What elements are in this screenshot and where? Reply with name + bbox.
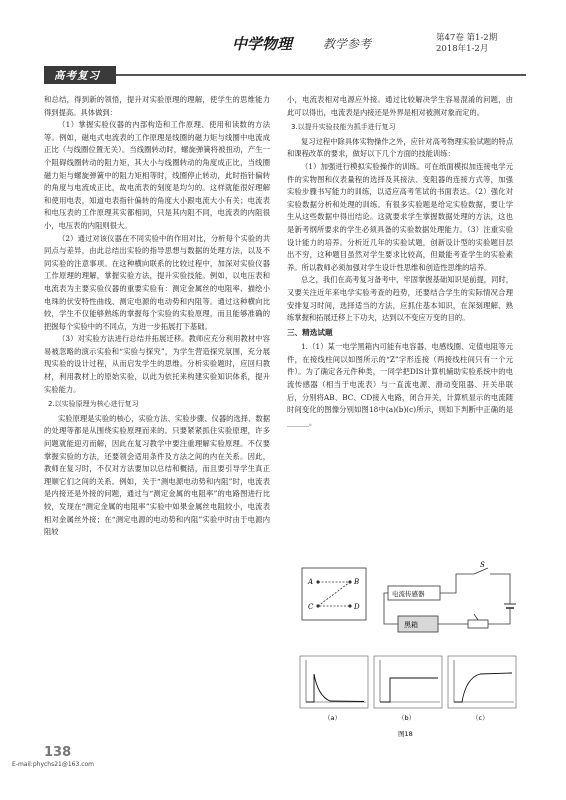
caption-c: （c） — [472, 714, 489, 722]
label-d: D — [354, 603, 360, 611]
blackbox-outline — [302, 568, 366, 620]
paragraph: 小，电流表相对电源应外接。通过比较解决学生容易混淆的问题，由此可以得出，电流表是内接还是外界是相对被测对象而定的。 — [287, 95, 513, 117]
issue-info — [436, 33, 497, 55]
section-tag — [44, 66, 116, 84]
figure-18 — [296, 560, 522, 750]
section-heading: 三、精选试题 — [287, 327, 333, 337]
rheostat-slider — [474, 614, 478, 620]
paragraph: 总之，我们在高考复习备考中，牢固掌握基础知识是前提，同时，又要关注近年来电学实验考查的趋势，还要结合学生的实际情况合理安排复习时间，选择适当的方法，应抓住基本知识，在深刻理解、熟练掌握和拓展迁移上下功夫，达到以不变应万变的目的。 — [287, 275, 513, 323]
label-a: A — [308, 578, 314, 586]
z-connection — [318, 582, 350, 606]
terminal-d — [348, 604, 351, 607]
figure-title: 图18 — [398, 730, 413, 738]
label-c: C — [308, 603, 314, 611]
terminal-b — [348, 580, 351, 583]
label-b: B — [354, 578, 360, 586]
subsection-heading: 2.以实验原理为核心进行复习 — [48, 400, 139, 409]
left-column — [44, 94, 270, 539]
terminal-c — [316, 604, 319, 607]
paragraph: （2）通过对该仪器在不同实验中的作用对比，分析每个实验的共同点与差异，由此总结出实验的指导思想与数据的处理方法，以及不同实验的注意事项。在这种横向联系的比较过程中，加深对实验仪器工作原理的理解，掌握实验方法，提升实验技能。例如，以电压表和电流表为主要实验仪器的重要实验有：测定金属丝的电阻率、描绘小电珠的伏安特性曲线、测定电源的电动势和内阻等。通过这种横向比较，学生不仅能够熟练的掌握每个实验的实验原理，而且能够准确的把握每个实验中的不同点，为进一步拓展打下基础。 — [44, 233, 270, 331]
journal-logo: 中学物理 — [232, 35, 293, 53]
section-label: 高考复习 — [54, 70, 100, 82]
page-number: 138 — [44, 745, 72, 760]
terminal-a — [316, 580, 319, 583]
issue-volume: 第47卷 第1-2期 — [436, 33, 498, 43]
issue-date: 2018年1-2月 — [436, 44, 489, 54]
paragraph: （3）对实验方法进行总结并拓展迁移。教师应充分利用教材中容易被忽略的演示实验和“实验与探究”，为学生营造探究氛围，充分展现实验的设计过程，从而启发学生的思维。分析实验题时，应回归教材，利用教材上的原始实验，以此为依托来构建实验知识体系，提升实验能力。 — [44, 334, 270, 394]
blackbox-label: 黑箱 — [404, 621, 418, 629]
graph-a-frame — [300, 656, 368, 708]
switch-label: S — [480, 561, 485, 569]
subsection-heading: 3.以提升实验技能为抓手进行复习 — [291, 123, 396, 132]
graph-b-frame — [374, 656, 442, 708]
caption-a: （a） — [324, 714, 341, 722]
journal-subtitle: 教学参考 — [323, 37, 372, 51]
paragraph: （1）加强进行模拟实验操作的训练。可在纸面模拟加连接电学元件的实物图和仪表量程的选择及其接法、变阻器的连接方式等，加强实验步骤书写能力的训练，以适应高考笔试的书面表达。（2）强化对实验数据分析和处理的训练。有很多实验题是给定实验数据，要让学生从这些数据中得出结论。这就要求学生掌握数据处理的方法，这也是新考纲所要求的学生必须具备的实验数据处理能力。（3）注重实验设计能力的培养。分析近几年的实验试题，创新设计型的实验题目层出不穷，这种题目虽然对学生要求比较高，但最能考查学生的实验素养。所以教师必须加强对学生设计性思维和创造性思维的培养。 — [287, 161, 513, 272]
header-rule — [116, 74, 526, 76]
graph-c-frame — [448, 656, 516, 708]
wire-battery — [488, 608, 510, 624]
paragraph: 复习过程中除具体实物操作之外，应针对高考物理实验试题的特点和课程改革的要求，做好以下几个方面的技能训练： — [287, 136, 513, 159]
sensor-label: 电流传感器 — [392, 590, 425, 598]
figure-18-svg — [296, 560, 522, 750]
wire-top — [440, 574, 474, 593]
paragraph: 和总结，得到新的领悟，提升对实验原理的理解，使学生的思维能力得到提高。具体做到： — [44, 95, 270, 117]
paragraph: 实验原理是实验的核心，实验方法、实验步骤、仪器的选择、数据的处理等都是从围绕实验原理而来的。只要紧紧抓住实验原理，许多问题就能迎刃而解，因此在复习教学中要注重理解实验原理。不仅要掌握实验的方法，还要领会适用条件及方法之间的内在关系。因此，教师在复习时，不仅对方法要加以总结和概括，而且要引导学生真正理顺它们之间的关系。例如，关于“测电源电动势和内阻”时，电流表是内接还是外接的问题，通过与“测定金属的电阻率”的电路图进行比较，发现在“测定金属的电阻率”实验中如果金属丝电阻较小，电流表相对金属丝外接；在“测定电源的电动势和内阻”实验中时由于电源内阻较 — [44, 413, 270, 537]
rheostat — [468, 620, 488, 628]
caption-b: （b） — [398, 714, 416, 722]
paragraph: （1）掌握实验仪器的内部构造和工作原理、使用和读数的方法等。例如，磁电式电流表的工作原理是线圈的磁力矩与线圈中电流成正比（与线圈位置无关）。当线圈转动时，螺旋弹簧将被扭动，产生一个阻碍线圈转动的阻力矩，其大小与线圈转动的角度成正比，当线圈磁力矩与螺旋弹簧中的阻力矩相等时，线圈停止转动，此时指针偏转的角度与电流成正比，故电流表的刻度是均匀的。这样就能很好理解和使用电表，知道电表指针偏转的角度大小跟电流大小有关；电流表和电压表的工作原理其实都相同，只是其内阻不同，电流表的内阻很小，电压表的内阻则很大。 — [44, 120, 270, 230]
paragraph: 1.（1）某一电学黑箱内可能有电容器、电感线圈、定值电阻等元件，在接线柱间以如图所示的“Z”字形连接（两接线柱间只有一个元件）。为了确定各元件种类，一同学把DIS计算机辅助实验系统中的电流传感器（相当于电流表）与一直流电源、滑动变阻器、开关串联后，分别将AB、BC、CD接入电路，闭合开关，计算机显示的电流随时间变化的图像分别如图18中(a)(b)(c)所示，则如下判断中正确的是______。 — [287, 342, 513, 427]
wire-right — [490, 574, 510, 604]
contact-email: E-mail:phychs21@163.com — [12, 761, 95, 768]
right-column — [287, 94, 513, 429]
